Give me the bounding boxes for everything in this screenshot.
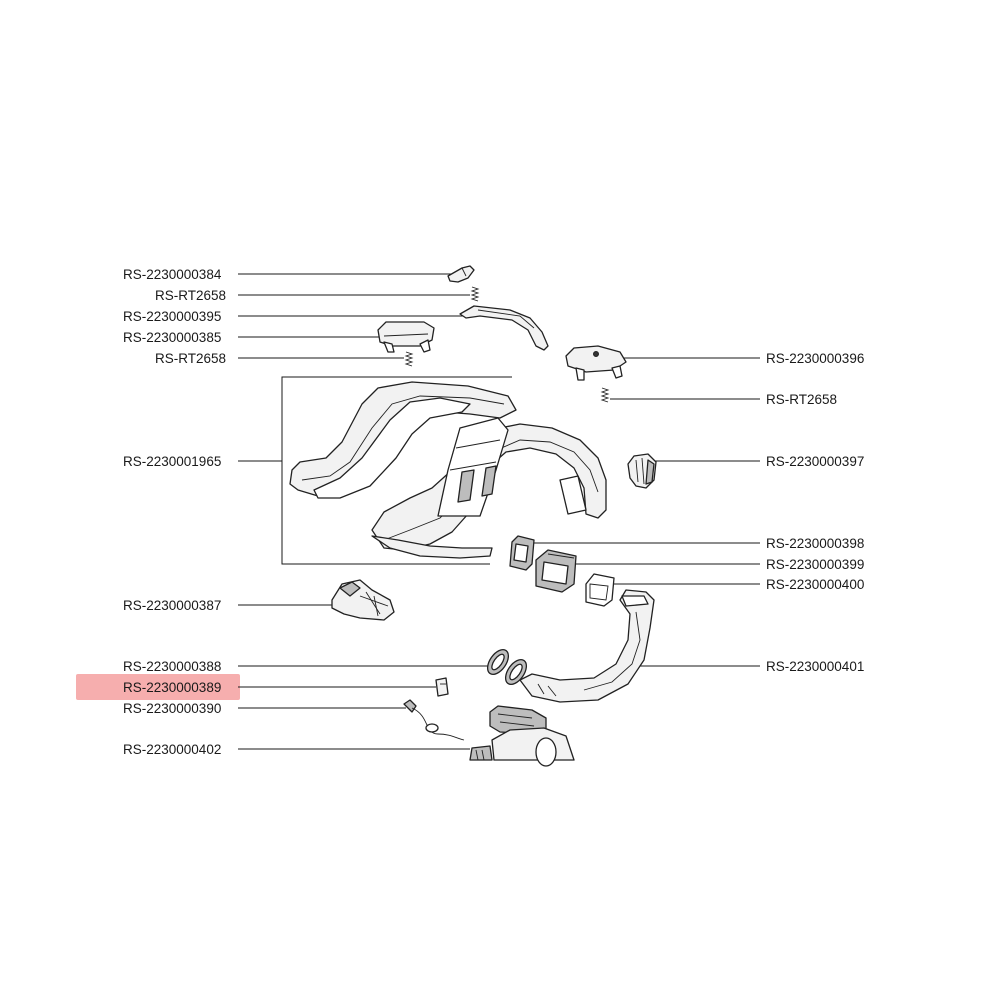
- label-p1965[interactable]: RS-2230001965: [123, 454, 222, 469]
- part-top-button: [566, 346, 626, 380]
- leader-lines: [238, 274, 760, 749]
- part-seal: [586, 574, 614, 606]
- part-motor-housing: [470, 706, 574, 766]
- part-small-switch: [436, 678, 448, 696]
- part-latch-clip: [448, 266, 474, 282]
- part-spring-c: [602, 388, 608, 402]
- label-rt2658-b[interactable]: RS-RT2658: [155, 351, 227, 366]
- label-p389[interactable]: RS-2230000389: [123, 680, 222, 695]
- part-filter-frame: [510, 536, 534, 570]
- label-p385[interactable]: RS-2230000385: [123, 330, 222, 345]
- label-p402[interactable]: RS-2230000402: [123, 742, 222, 757]
- part-hose-duct: [520, 590, 654, 702]
- label-p390[interactable]: RS-2230000390: [123, 701, 222, 716]
- label-p400[interactable]: RS-2230000400: [766, 577, 865, 592]
- label-p388[interactable]: RS-2230000388: [123, 659, 222, 674]
- part-filter: [536, 550, 576, 592]
- label-p387[interactable]: RS-2230000387: [123, 598, 222, 613]
- part-spring-a: [472, 287, 478, 301]
- label-p398[interactable]: RS-2230000398: [766, 536, 865, 551]
- label-group-left: [123, 267, 226, 757]
- part-carry-handle: [460, 306, 548, 350]
- label-p395[interactable]: RS-2230000395: [123, 309, 222, 324]
- part-cable: [404, 700, 464, 740]
- label-rt2658-a[interactable]: RS-RT2658: [155, 288, 227, 303]
- part-rewind-button: [628, 454, 656, 488]
- part-upper-housing: [290, 382, 606, 558]
- label-p384[interactable]: RS-2230000384: [123, 267, 222, 282]
- label-p401[interactable]: RS-2230000401: [766, 659, 865, 674]
- part-button-cover: [378, 322, 434, 352]
- label-p399[interactable]: RS-2230000399: [766, 557, 865, 572]
- label-p396[interactable]: RS-2230000396: [766, 351, 865, 366]
- label-p397[interactable]: RS-2230000397: [766, 454, 865, 469]
- part-front-intake: [332, 580, 394, 620]
- part-spring-b: [406, 352, 412, 366]
- label-group-right: [766, 351, 864, 674]
- label-rt2658-c[interactable]: RS-RT2658: [766, 392, 838, 407]
